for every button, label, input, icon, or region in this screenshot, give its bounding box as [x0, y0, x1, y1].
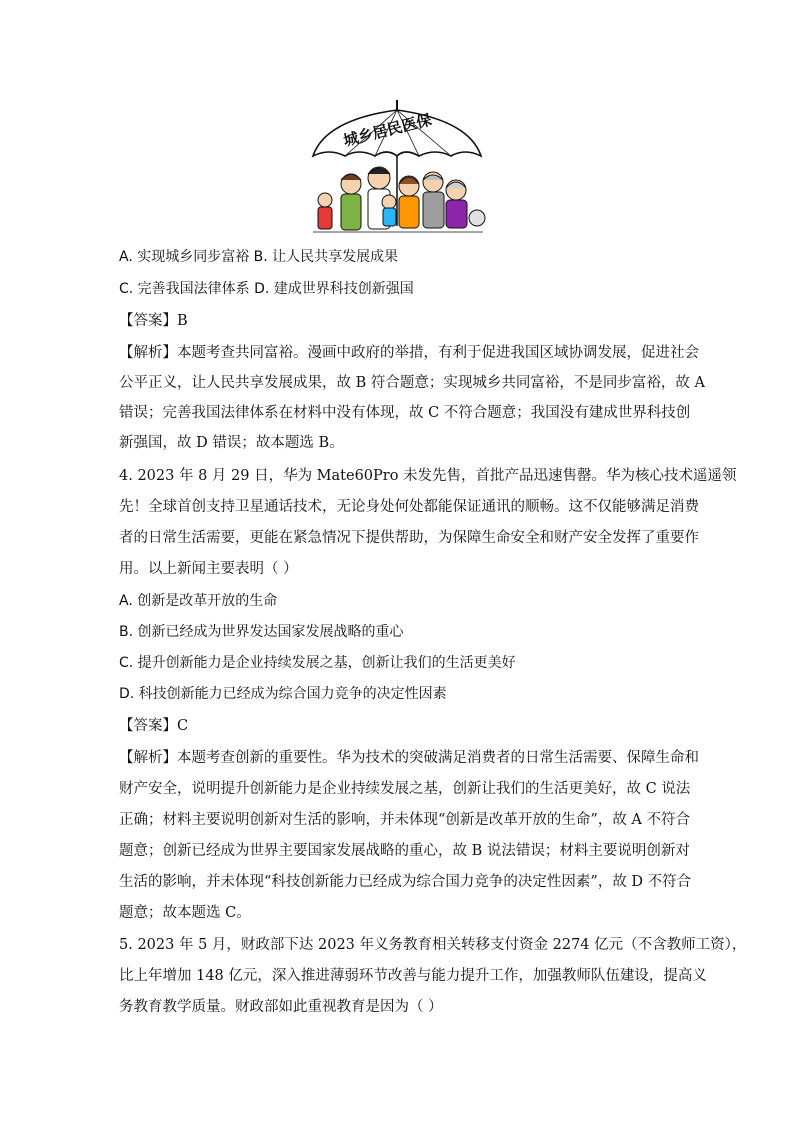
q4-analysis-line-3: 正确；材料主要说明创新对生活的影响，并未体现“创新是改革开放的生命”，故 A 不符合 [119, 812, 691, 828]
q4-option-c: C. 提升创新能力是企业持续发展之基，创新让我们的生活更美好 [119, 655, 516, 671]
q4-stem-line-2: 先！全球首创支持卫星通话技术，无论身处何处都能保证通讯的顺畅。这不仅能够满足消费 [119, 499, 699, 515]
q4-analysis-line-5: 生活的影响，并未体现“科技创新能力已经成为综合国力竞争的决定性因素”，故 D 不符合 [119, 874, 692, 890]
q4-analysis-line-6: 题意；故本题选 C。 [119, 905, 251, 921]
q4-stem-line-1: 4. 2023 年 8 月 29 日，华为 Mate60Pro 未发先售，首批产品迅速售罄。华为核心技术遥遥领 [119, 468, 737, 484]
q4-stem-line-3: 者的日常生活需要，更能在紧急情况下提供帮助，为保障生命安全和财产安全发挥了重要作 [119, 530, 699, 546]
q4-option-b: B. 创新已经成为世界发达国家发展战略的重心 [119, 624, 404, 640]
q4-analysis-line-4: 题意；创新已经成为世界主要国家发展战略的重心，故 B 说法错误；材料主要说明创新对 [119, 843, 690, 859]
umbrella-caption: 城乡居民医保 [341, 110, 434, 150]
q5-stem-line-3: 务教育教学质量。财政部如此重视教育是因为（ ） [119, 999, 443, 1015]
umbrella-family-illustration [305, 98, 489, 240]
q4-option-a: A. 创新是改革开放的生命 [119, 593, 278, 609]
q3-analysis-line-1: 【解析】本题考查共同富裕。漫画中政府的举措，有利于促进我国区域协调发展，促进社会 [119, 345, 699, 361]
q4-answer: 【答案】C [119, 718, 189, 734]
q4-option-d: D. 科技创新能力已经成为综合国力竞争的决定性因素 [119, 686, 447, 702]
q5-stem-line-2: 比上年增加 148 亿元，深入推进薄弱环节改善与能力提升工作，加强教师队伍建设，提高义 [119, 968, 707, 984]
q3-options-line-2: C. 完善我国法律体系 D. 建成世界科技创新强国 [119, 281, 414, 297]
umbrella-family-drawing [305, 98, 489, 240]
q3-answer: 【答案】B [119, 313, 188, 329]
q3-analysis-line-3: 错误；完善我国法律体系在材料中没有体现，故 C 不符合题意；我国没有建成世界科技创 [119, 405, 691, 421]
q3-analysis-line-4: 新强国，故 D 错误；故本题选 B。 [119, 435, 344, 451]
q3-analysis-line-2: 公平正义，让人民共享发展成果，故 B 符合题意；实现城乡共同富裕，不是同步富裕，故 A [119, 375, 705, 391]
q4-analysis-line-1: 【解析】本题考查创新的重要性。华为技术的突破满足消费者的日常生活需要、保障生命和 [119, 750, 699, 766]
q3-options-line-1: A. 实现城乡同步富裕 B. 让人民共享发展成果 [119, 249, 399, 265]
q4-stem-line-4: 用。以上新闻主要表明（ ） [119, 561, 298, 577]
q5-stem-line-1: 5. 2023 年 5 月，财政部下达 2023 年义务教育相关转移支付资金 2274 亿元（不含教师工资）， [119, 937, 747, 953]
q4-analysis-line-2: 财产安全，说明提升创新能力是企业持续发展之基，创新让我们的生活更美好，故 C 说法 [119, 781, 691, 797]
